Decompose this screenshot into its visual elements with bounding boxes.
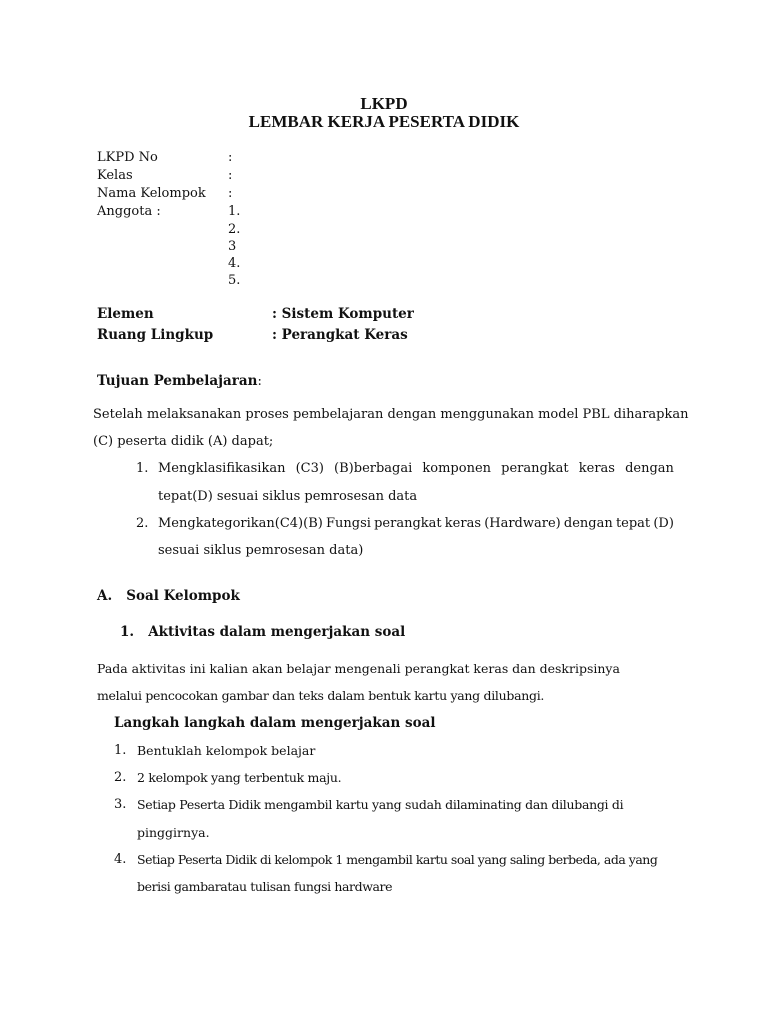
objectives-heading: Tujuan Pembelajaran — [97, 373, 258, 389]
element-label: Elemen — [97, 306, 154, 322]
word: perangkat — [404, 661, 470, 676]
objective-text-line — [158, 516, 674, 531]
scope-label: Ruang Lingkup — [97, 327, 214, 343]
objectives-heading-row — [97, 370, 262, 389]
element-value: : Sistem Komputer — [272, 306, 414, 322]
objective-text-line: sesuai siklus pemrosesan data) — [158, 543, 364, 558]
step-text-line: berisi gambaratau tulisan fungsi hardware — [137, 879, 393, 894]
word: dengan — [563, 516, 613, 531]
word: komponen — [422, 461, 492, 476]
member-number: 2. — [228, 222, 241, 237]
step-text-line: Setiap Peserta Didik mengambil kartu yang sudah dilaminating dan dilubangi di — [137, 797, 624, 812]
word: perangkat — [501, 461, 569, 476]
word: dengan — [625, 461, 674, 476]
doc-title-full: LEMBAR KERJA PESERTA DIDIK — [248, 112, 520, 131]
identity-sep: : — [228, 150, 233, 165]
section-a-heading: A. Soal Kelompok — [97, 588, 240, 604]
objectives-heading-colon: : — [257, 374, 262, 389]
word: perangkat — [374, 516, 442, 531]
word: dan — [512, 661, 536, 676]
step-number: 4. — [114, 852, 127, 867]
objective-number: 2. — [136, 516, 149, 531]
word: mengenali — [334, 661, 401, 676]
word: kalian — [209, 661, 249, 676]
word: Mengklasifikasikan — [158, 461, 286, 476]
objectives-intro-line: Setelah melaksanakan proses pembelajaran dengan menggunakan model PBL diharapkan — [93, 407, 689, 422]
word: keras — [578, 461, 615, 476]
identity-label: Kelas — [97, 168, 133, 183]
word: aktivitas — [131, 661, 186, 676]
identity-label: LKPD No — [97, 150, 158, 165]
member-number: 1. — [228, 204, 241, 219]
step-text-line: Setiap Peserta Didik di kelompok 1 mengambil kartu soal yang saling berbeda, ada yang — [137, 852, 658, 867]
word: Pada — [97, 661, 128, 676]
word: deskripsinya — [539, 661, 620, 676]
activity-paragraph-line: melalui pencocokan gambar dan teks dalam bentuk kartu yang dilubangi. — [97, 688, 545, 703]
step-number: 2. — [114, 770, 127, 785]
member-number: 4. — [228, 256, 241, 271]
step-text-line: Bentuklah kelompok belajar — [137, 743, 316, 758]
word: Mengkategorikan(C4)(B) — [158, 516, 323, 531]
objective-text-line: tepat(D) sesuai siklus pemrosesan data — [158, 489, 418, 504]
word: belajar — [286, 661, 331, 676]
word: (C3) — [295, 461, 324, 476]
word: akan — [251, 661, 283, 676]
word: Fungsi — [326, 516, 371, 531]
word: (B)berbagai — [334, 461, 413, 476]
step-text-line: pinggirnya. — [137, 825, 210, 840]
word: keras — [444, 516, 482, 531]
word: keras — [473, 661, 509, 676]
identity-label: Anggota : — [97, 204, 161, 219]
steps-heading: Langkah langkah dalam mengerjakan soal — [114, 715, 436, 731]
word: ini — [189, 661, 206, 676]
identity-sep: : — [228, 186, 233, 201]
member-number: 5. — [228, 273, 241, 288]
step-number: 3. — [114, 797, 127, 812]
step-number: 1. — [114, 743, 127, 758]
objectives-intro-line: (C) peserta didik (A) dapat; — [93, 434, 274, 449]
member-number: 3 — [228, 239, 237, 254]
activity-paragraph-line — [97, 661, 620, 676]
activity-subheading: 1. Aktivitas dalam mengerjakan soal — [120, 624, 406, 640]
scope-value: : Perangkat Keras — [272, 327, 408, 343]
word: (D) — [653, 516, 674, 531]
doc-title-lkpd: LKPD — [360, 94, 408, 113]
identity-label: Nama Kelompok — [97, 186, 206, 201]
objective-text-line — [158, 461, 674, 476]
identity-sep: : — [228, 168, 233, 183]
objective-number: 1. — [136, 461, 149, 476]
step-text-line: 2 kelompok yang terbentuk maju. — [137, 770, 342, 785]
word: tepat — [615, 516, 651, 531]
word: (Hardware) — [484, 516, 561, 531]
